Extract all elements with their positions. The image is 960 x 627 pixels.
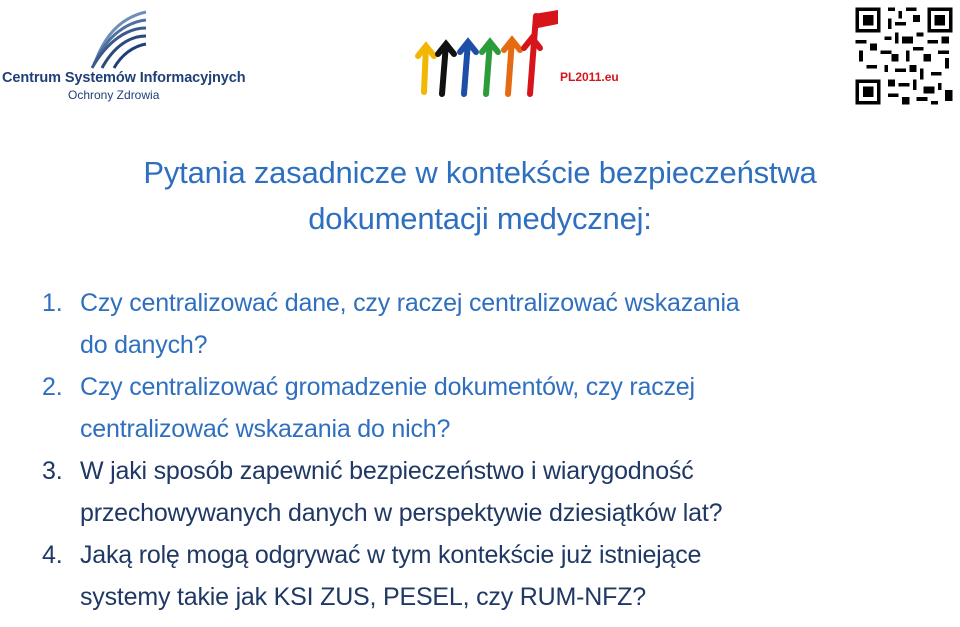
question-text-line1: Jaką rolę mogą odgrywać w tym kontekście już istniejące [80, 541, 702, 569]
question-item-1 [42, 282, 942, 366]
swoosh-logo-icon [88, 8, 148, 70]
question-text-line2: przechowywanych danych w perspektywie dziesiątków lat? [80, 499, 723, 527]
question-text-line2: do danych? [80, 331, 208, 359]
slide-title [0, 150, 960, 242]
presidency-logo [408, 6, 618, 101]
qr-code-icon [852, 4, 956, 108]
question-list [42, 282, 942, 618]
org-logo [0, 8, 246, 103]
org-subtitle: Ochrony Zdrowia [68, 88, 160, 102]
question-number: 4. [42, 541, 63, 569]
slide-title-line1: Pytania zasadnicze w kontekście bezpieczeństwa [143, 155, 817, 190]
question-text-line1: Czy centralizować gromadzenie dokumentów, czy raczej [80, 373, 695, 401]
question-text-line2: systemy takie jak KSI ZUS, PESEL, czy RUM-NFZ? [80, 583, 646, 611]
question-text-line2: centralizować wskazania do nich? [80, 415, 451, 443]
question-number: 3. [42, 457, 63, 485]
presidency-label: PL2011.eu [560, 70, 619, 84]
org-name: Centrum Systemów Informacyjnych [2, 70, 246, 86]
question-item-3 [42, 450, 942, 534]
question-text-line1: W jaki sposób zapewnić bezpieczeństwo i wiarygodność [80, 457, 694, 485]
presidency-arrows-icon [408, 6, 568, 101]
question-item-2 [42, 366, 942, 450]
question-text-line1: Czy centralizować dane, czy raczej centralizować wskazania [80, 289, 740, 317]
slide-title-line2: dokumentacji medycznej: [308, 201, 652, 236]
question-item-4 [42, 534, 942, 618]
question-number: 1. [42, 289, 63, 317]
question-number: 2. [42, 373, 63, 401]
